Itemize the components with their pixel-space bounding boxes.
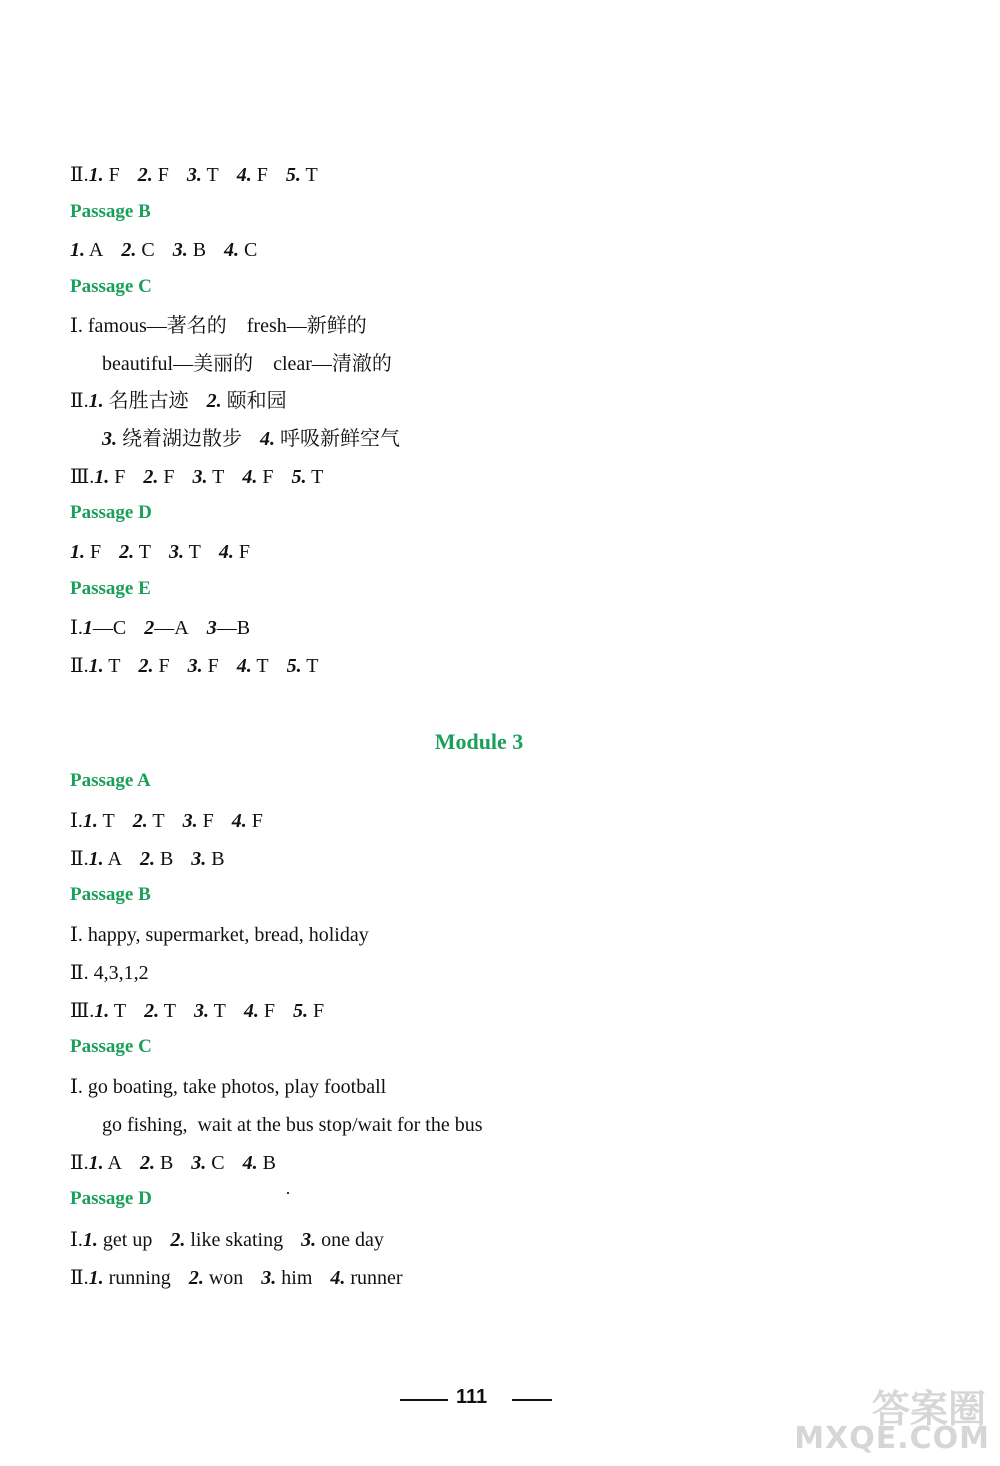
- answer-line: [70, 654, 318, 678]
- answer-line: go fishing, wait at the bus stop/wait for the bus: [102, 1114, 483, 1136]
- answer-line: [70, 809, 263, 833]
- page-number: 111: [456, 1386, 488, 1408]
- item-answer: C: [239, 239, 258, 261]
- item-answer: B: [154, 1152, 174, 1174]
- item-number: 1.: [82, 1229, 98, 1251]
- answer-line: [70, 1151, 276, 1175]
- item-answer: T: [300, 164, 318, 186]
- answer-line: [70, 389, 287, 413]
- item-number: 2.: [139, 1152, 155, 1174]
- answer-line: [70, 163, 318, 187]
- item-answer: runner: [345, 1267, 403, 1289]
- item-answer: F: [109, 466, 126, 488]
- section-numeral: Ⅲ.: [70, 1000, 95, 1022]
- item-answer: F: [233, 541, 250, 563]
- answer-line: [70, 1266, 403, 1290]
- item-number: 5.: [286, 655, 302, 677]
- item-number: 3.: [261, 1267, 277, 1289]
- item-answer: B: [257, 1152, 276, 1174]
- watermark-chinese: 答案圈: [871, 1387, 986, 1431]
- item-number: 1.: [94, 1000, 110, 1022]
- item-answer: T: [134, 541, 151, 563]
- section-numeral: Ⅱ.: [70, 1152, 89, 1174]
- item-number: 1.: [88, 1152, 104, 1174]
- item-number: 5.: [293, 1000, 308, 1022]
- passage-heading: Passage C: [70, 276, 152, 297]
- item-number: 1.: [70, 541, 85, 563]
- answer-line: [70, 465, 323, 489]
- item-answer: F: [308, 1000, 325, 1022]
- item-number: 4.: [260, 428, 275, 450]
- section-numeral: Ⅱ.: [70, 655, 89, 677]
- page-footer: [400, 1386, 560, 1412]
- section-numeral: Ⅱ.: [70, 164, 89, 186]
- item-number: 2.: [144, 1000, 160, 1022]
- item-number: 4.: [242, 1152, 258, 1174]
- item-number: 4.: [218, 541, 234, 563]
- item-number: 1.: [70, 239, 85, 261]
- item-number: 3.: [186, 164, 202, 186]
- item-answer: T: [201, 164, 219, 186]
- item-answer: A: [103, 848, 122, 870]
- item-answer: C: [136, 239, 155, 261]
- answer-line: Ⅰ. go boating, take photos, play football: [70, 1076, 387, 1098]
- item-answer: 名胜古迹: [103, 390, 189, 412]
- item-answer: T: [109, 1000, 127, 1022]
- item-answer: B: [154, 848, 174, 870]
- item-answer: F: [251, 164, 268, 186]
- answer-line: [70, 847, 225, 871]
- item-answer: F: [197, 810, 214, 832]
- item-answer: A: [85, 239, 104, 261]
- item-number: 4.: [242, 466, 258, 488]
- item-number: 2: [144, 617, 155, 639]
- item-number: 4.: [243, 1000, 259, 1022]
- item-number: 5.: [291, 466, 307, 488]
- stray-dot: [287, 1192, 289, 1194]
- item-answer: T: [301, 655, 319, 677]
- item-number: 2.: [119, 541, 135, 563]
- item-number: 3.: [192, 466, 208, 488]
- item-answer: F: [158, 466, 175, 488]
- item-answer: T: [207, 466, 225, 488]
- item-answer: T: [103, 655, 121, 677]
- item-answer: C: [206, 1152, 225, 1174]
- item-number: 3.: [168, 541, 184, 563]
- item-answer: T: [183, 541, 201, 563]
- item-answer: 呼吸新鲜空气: [275, 428, 400, 450]
- item-answer: 绕着湖边散步: [117, 428, 242, 450]
- item-answer: F: [246, 810, 263, 832]
- item-answer: running: [103, 1267, 171, 1289]
- item-answer: F: [258, 1000, 275, 1022]
- section-numeral: Ⅲ.: [70, 466, 95, 488]
- section-numeral: Ⅱ.: [70, 848, 89, 870]
- answer-line: beautiful—美丽的 clear—清澈的: [102, 353, 392, 375]
- item-number: 5.: [285, 164, 301, 186]
- answer-line: [70, 616, 250, 640]
- module-title: Module 3: [434, 729, 524, 754]
- item-answer: F: [257, 466, 274, 488]
- item-number: 3.: [191, 1152, 207, 1174]
- item-number: 1.: [88, 1267, 104, 1289]
- item-number: 2.: [138, 655, 154, 677]
- footer-ornament-right: [512, 1399, 552, 1401]
- footer-ornament-left: [400, 1399, 448, 1401]
- item-answer: T: [209, 1000, 226, 1022]
- item-answer: like skating: [185, 1229, 284, 1251]
- section-numeral: Ⅱ.: [70, 1267, 89, 1289]
- item-number: 1.: [88, 390, 104, 412]
- item-answer: T: [147, 810, 165, 832]
- item-number: 4.: [224, 239, 240, 261]
- item-answer: T: [97, 810, 115, 832]
- item-answer: T: [306, 466, 324, 488]
- item-number: 3.: [182, 810, 198, 832]
- answer-line: [70, 999, 324, 1023]
- passage-heading: Passage B: [70, 201, 151, 222]
- item-answer: —C: [92, 617, 127, 639]
- item-number: 4.: [231, 810, 247, 832]
- item-answer: won: [203, 1267, 244, 1289]
- item-number: 4.: [236, 655, 252, 677]
- answer-line: [70, 238, 257, 262]
- item-number: 3.: [194, 1000, 210, 1022]
- item-number: 1.: [88, 655, 104, 677]
- item-number: 3.: [187, 655, 203, 677]
- answer-line: [70, 540, 250, 564]
- passage-heading: Passage D: [70, 502, 152, 523]
- watermark-logo: [794, 1378, 990, 1458]
- item-number: 2.: [137, 164, 153, 186]
- item-answer: him: [276, 1267, 313, 1289]
- passage-heading: Passage B: [70, 884, 151, 905]
- item-number: 4.: [236, 164, 252, 186]
- item-number: 4.: [330, 1267, 346, 1289]
- section-numeral: Ⅰ.: [70, 1229, 83, 1251]
- answer-line: [70, 1228, 384, 1252]
- section-numeral: Ⅱ.: [70, 390, 89, 412]
- item-answer: F: [103, 164, 120, 186]
- item-number: 3.: [301, 1229, 317, 1251]
- item-answer: F: [153, 655, 170, 677]
- item-answer: —A: [154, 617, 189, 639]
- item-number: 3.: [102, 428, 117, 450]
- item-number: 2.: [132, 810, 148, 832]
- passage-heading: Passage C: [70, 1036, 152, 1057]
- item-answer: T: [251, 655, 269, 677]
- item-number: 1.: [88, 848, 104, 870]
- item-answer: B: [206, 848, 225, 870]
- passage-heading: Passage E: [70, 578, 151, 599]
- item-number: 2.: [143, 466, 159, 488]
- item-answer: F: [152, 164, 169, 186]
- item-answer: F: [85, 541, 102, 563]
- answer-line: Ⅰ. happy, supermarket, bread, holiday: [70, 924, 369, 946]
- item-answer: get up: [97, 1229, 153, 1251]
- item-number: 1: [82, 617, 93, 639]
- item-answer: —B: [216, 617, 251, 639]
- item-number: 2.: [170, 1229, 186, 1251]
- answer-line: Ⅰ. famous—著名的 fresh—新鲜的: [70, 315, 367, 337]
- answer-line: [102, 427, 400, 451]
- item-number: 2.: [188, 1267, 204, 1289]
- item-number: 3: [206, 617, 217, 639]
- answer-line: Ⅱ. 4,3,1,2: [70, 962, 149, 984]
- passage-heading: Passage D: [70, 1188, 152, 1209]
- item-answer: A: [103, 1152, 122, 1174]
- item-answer: B: [187, 239, 207, 261]
- item-number: 2.: [139, 848, 155, 870]
- section-numeral: Ⅰ.: [70, 810, 83, 832]
- section-numeral: Ⅰ.: [70, 617, 83, 639]
- item-answer: one day: [316, 1229, 384, 1251]
- item-number: 1.: [88, 164, 104, 186]
- item-number: 2.: [121, 239, 137, 261]
- watermark-url: MXQE.COM: [794, 1421, 990, 1456]
- item-answer: F: [202, 655, 219, 677]
- item-number: 1.: [82, 810, 98, 832]
- item-number: 2.: [206, 390, 222, 412]
- item-number: 1.: [94, 466, 110, 488]
- item-number: 3.: [172, 239, 188, 261]
- item-answer: 颐和园: [221, 390, 287, 412]
- passage-heading: Passage A: [70, 770, 151, 791]
- item-number: 3.: [191, 848, 207, 870]
- item-answer: T: [159, 1000, 177, 1022]
